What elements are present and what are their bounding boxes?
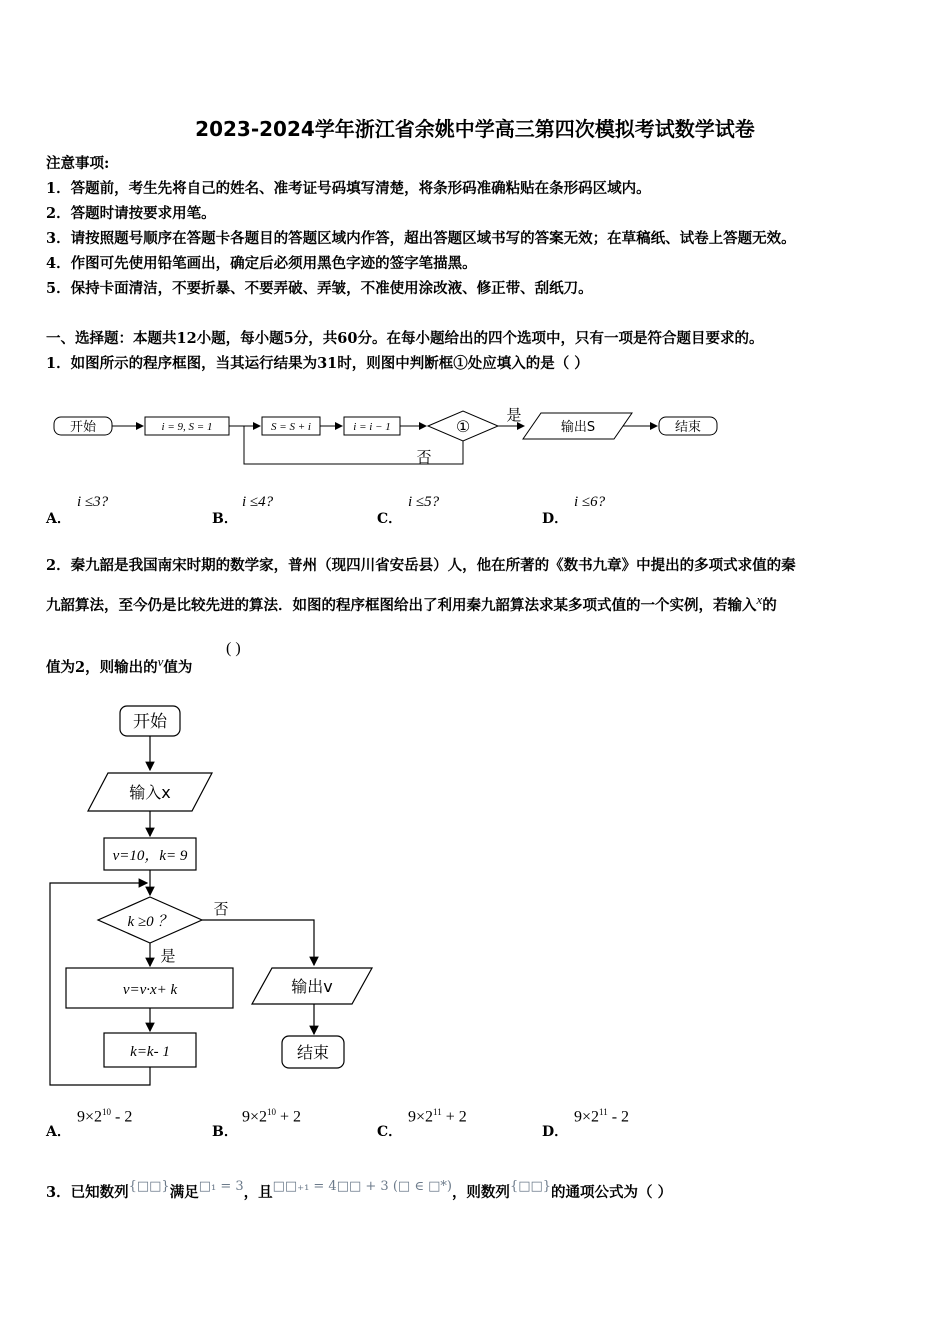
q2-var-x: x xyxy=(756,592,763,607)
flow2-end-label: 结束 xyxy=(296,1043,330,1062)
q3-math-sequence: {□□} xyxy=(509,1179,552,1194)
q2-line2-tail: 的 xyxy=(762,596,777,614)
q1-option-d: i ≤6? xyxy=(574,494,606,510)
q1-option-a-letter: A． xyxy=(46,511,71,527)
flow2-yes-label: 是 xyxy=(160,947,176,965)
q3-math-initial: □₁ = 3 xyxy=(198,1179,244,1194)
q2-option-b-letter: B． xyxy=(212,1124,238,1140)
q2-answer-paren: ( ) xyxy=(226,640,241,657)
q1-option-d-letter: D． xyxy=(542,511,569,527)
notice-item: 1．答题前，考生先将自己的姓名、准考证号码填写清楚，将条形码准确粘贴在条形码区域内。 xyxy=(46,180,651,197)
page-title: 2023-2024学年浙江省余姚中学高三第四次模拟考试数学试卷 xyxy=(195,117,755,141)
notice-item: 3．请按照题号顺序在答题卡各题目的答题区域内作答，超出答题区域书写的答案无效；在草稿纸、试卷上答题无效。 xyxy=(46,230,796,247)
q3-math-recurrence: □□₊₁ = 4□□ + 3 (□ ∈ □*) xyxy=(272,1179,452,1194)
section-heading: 一、选择题：本题共12小题，每小题5分，共60分。在每小题给出的四个选项中，只有一项是符合题目要求的。 xyxy=(46,330,764,347)
q3-math-sequence: {□□} xyxy=(128,1179,170,1194)
q1-option-b: i ≤4? xyxy=(242,494,274,510)
q1-option-c: i ≤5? xyxy=(408,494,440,510)
q2-line3-text: 值为2，则输出的 xyxy=(46,658,158,676)
q2-line2 xyxy=(46,592,777,615)
q2-line3-tail: 值为 xyxy=(163,658,193,676)
q2-var-v: v xyxy=(157,654,164,669)
flow2-dec-label: k=k- 1 xyxy=(130,1044,170,1060)
q1-option-b-letter: B． xyxy=(212,511,238,527)
flow2-input-label: 输入x xyxy=(129,783,171,802)
q2-option-a-letter: A． xyxy=(46,1124,71,1140)
flow-start-label: 开始 xyxy=(69,420,97,435)
q2-option-d: $9\times 2^{11} - 2$ xyxy=(574,1107,630,1126)
flow2-init-label: v=10，k= 9 xyxy=(112,848,188,864)
flow2-cond-label: k ≥0 ？ xyxy=(127,914,173,930)
flow2-no-line xyxy=(202,920,314,965)
q1-option-c-letter: C． xyxy=(377,511,403,527)
notice-item: 5．保持卡面清洁，不要折暴、不要弄破、弄皱，不准使用涂改液、修正带、刮纸刀。 xyxy=(46,280,593,297)
q1-stem: 1．如图所示的程序框图，当其运行结果为31时，则图中判断框①处应填入的是（ ） xyxy=(46,355,589,372)
q2-line1: 2．秦九韶是我国南宋时期的数学家，普州（现四川省安岳县）人，他在所著的《数书九章》中提出的多项式求值的秦 xyxy=(46,557,796,574)
flow-update-label: S = S + i xyxy=(271,421,311,433)
q3-text: ，则数列 xyxy=(451,1184,510,1201)
q2-option-a: $9\times 2^{10} - 2$ xyxy=(77,1107,133,1126)
q2-line2-text: 九韶算法，至今仍是比较先进的算法．如图的程序框图给出了利用秦九韶算法求某多项式值的一个实例，若输入 xyxy=(46,596,757,614)
flow-cond-label: ① xyxy=(455,417,471,436)
q3-text: 满足 xyxy=(169,1184,199,1201)
q3-text: ，且 xyxy=(243,1184,273,1201)
notice-heading: 注意事项: xyxy=(46,155,110,172)
flow2-body-label: v=v·x+ k xyxy=(122,982,178,998)
q2-option-d-letter: D． xyxy=(542,1124,569,1140)
q2-line3 xyxy=(46,654,192,677)
flow-yes-label: 是 xyxy=(506,406,522,424)
flow-init-label: i = 9, S = 1 xyxy=(161,421,213,433)
flow2-output-label: 输出v xyxy=(291,977,333,996)
notice-item: 4．作图可先使用铅笔画出，确定后必须用黑色字迹的签字笔描黑。 xyxy=(46,255,477,272)
q2-flowchart xyxy=(46,700,386,1092)
flow-output-label: 输出S xyxy=(560,420,596,435)
flow2-no-label: 否 xyxy=(213,900,229,918)
q3-text: 的通项公式为（ ） xyxy=(551,1184,673,1201)
q1-flowchart xyxy=(46,400,736,472)
flow-no-label: 否 xyxy=(416,448,432,466)
q2-option-c-letter: C． xyxy=(377,1124,403,1140)
q1-option-a: i ≤3? xyxy=(77,494,109,510)
q2-option-c: $9\times 2^{11} + 2$ xyxy=(408,1107,467,1126)
flow-end-label: 结束 xyxy=(674,420,702,435)
q2-option-b: $9\times 2^{10} + 2$ xyxy=(242,1107,302,1126)
flow-dec-label: i = i − 1 xyxy=(353,421,391,433)
flow2-start-label: 开始 xyxy=(133,712,167,732)
q3-stem xyxy=(46,1181,672,1202)
notice-item: 2．答题时请按要求用笔。 xyxy=(46,205,216,222)
q3-text: 3．已知数列 xyxy=(46,1184,129,1201)
